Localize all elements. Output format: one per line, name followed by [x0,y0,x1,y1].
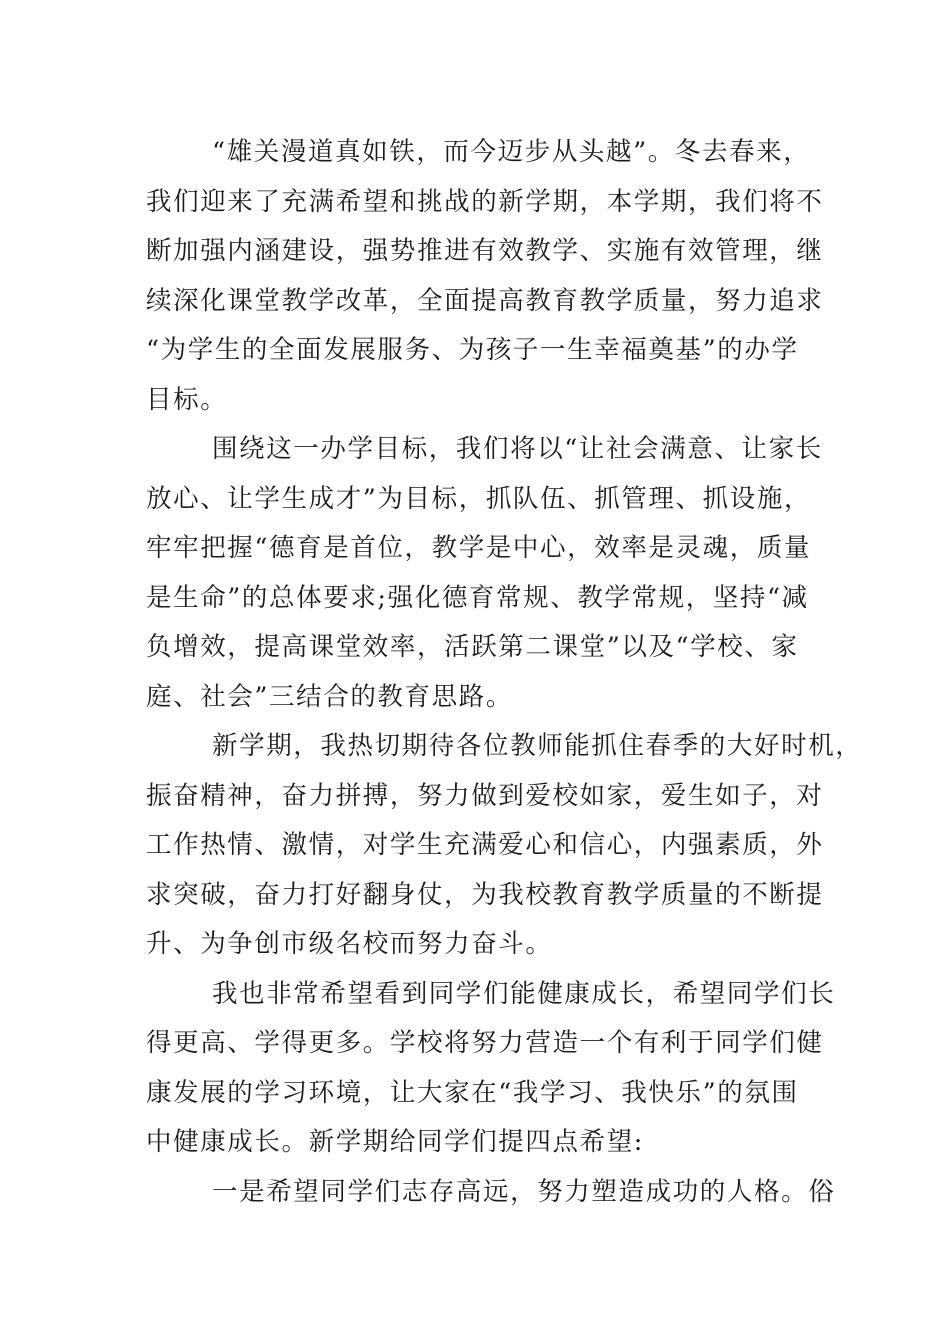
text-line: 放心、让学生成才”为目标，抓队伍、抓管理、抓设施， [146,483,812,514]
text-line: 围绕这一办学目标，我们将以“让社会满意、让家长 [212,434,823,464]
text-line: 庭、社会”三结合的教育思路。 [146,681,513,712]
text-line: 我也非常希望看到同学们能健康成长，希望同学们长 [212,978,836,1009]
text-line: 振奋精神，奋力拼搏，努力做到爱校如家，爱生如子，对 [146,780,824,811]
text-line: 得更高、学得更多。学校将努力营造一个有利于同学们健 [146,1028,824,1058]
text-line: 牢牢把握“德育是首位，教学是中心，效率是灵魂，质量 [146,533,812,563]
text-line: 是生命”的总体要求;强化德育常规、教学常规，坚持“减 [146,582,809,613]
text-line: 升、为争创市级名校而努力奋斗。 [146,929,553,959]
text-line: 一是希望同学们志存高远，努力塑造成功的人格。俗 [212,1176,836,1207]
text-line: 工作热情、激情，对学生充满爱心和信心，内强素质，外 [146,830,824,860]
text-line: “雄关漫道真如铁，而今迈步从头越”。冬去春来， [212,137,811,167]
paragraph [146,128,824,425]
text-line: 断加强内涵建设，强势推进有效教学、实施有效管理，继 [146,236,824,266]
text-line: 新学期，我热切期待各位教师能抓住春季的大好时机， [212,731,863,761]
text-line: 目标。 [146,384,228,415]
text-line: 我们迎来了充满希望和挑战的新学期，本学期，我们将不 [146,186,824,217]
text-line: 中健康成长。新学期给同学们提四点希望: [146,1127,644,1157]
text-line: 求突破，奋力打好翻身仗，为我校教育教学质量的不断提 [146,879,824,910]
text-line: 负增效，提高课堂效率，活跃第二课堂”以及“学校、家 [146,632,799,662]
paragraph [146,425,823,722]
body-text [146,128,863,1217]
text-line: 续深化课堂教学改革，全面提高教育教学质量，努力追求 [146,285,824,316]
paragraph [146,722,863,970]
paragraph [146,1168,836,1218]
paragraph [146,970,836,1168]
text-line: “为学生的全面发展服务、为孩子一生幸福奠基”的办学 [146,335,799,365]
text-line: 康发展的学习环境，让大家在“我学习、我快乐”的氛围 [146,1077,799,1108]
